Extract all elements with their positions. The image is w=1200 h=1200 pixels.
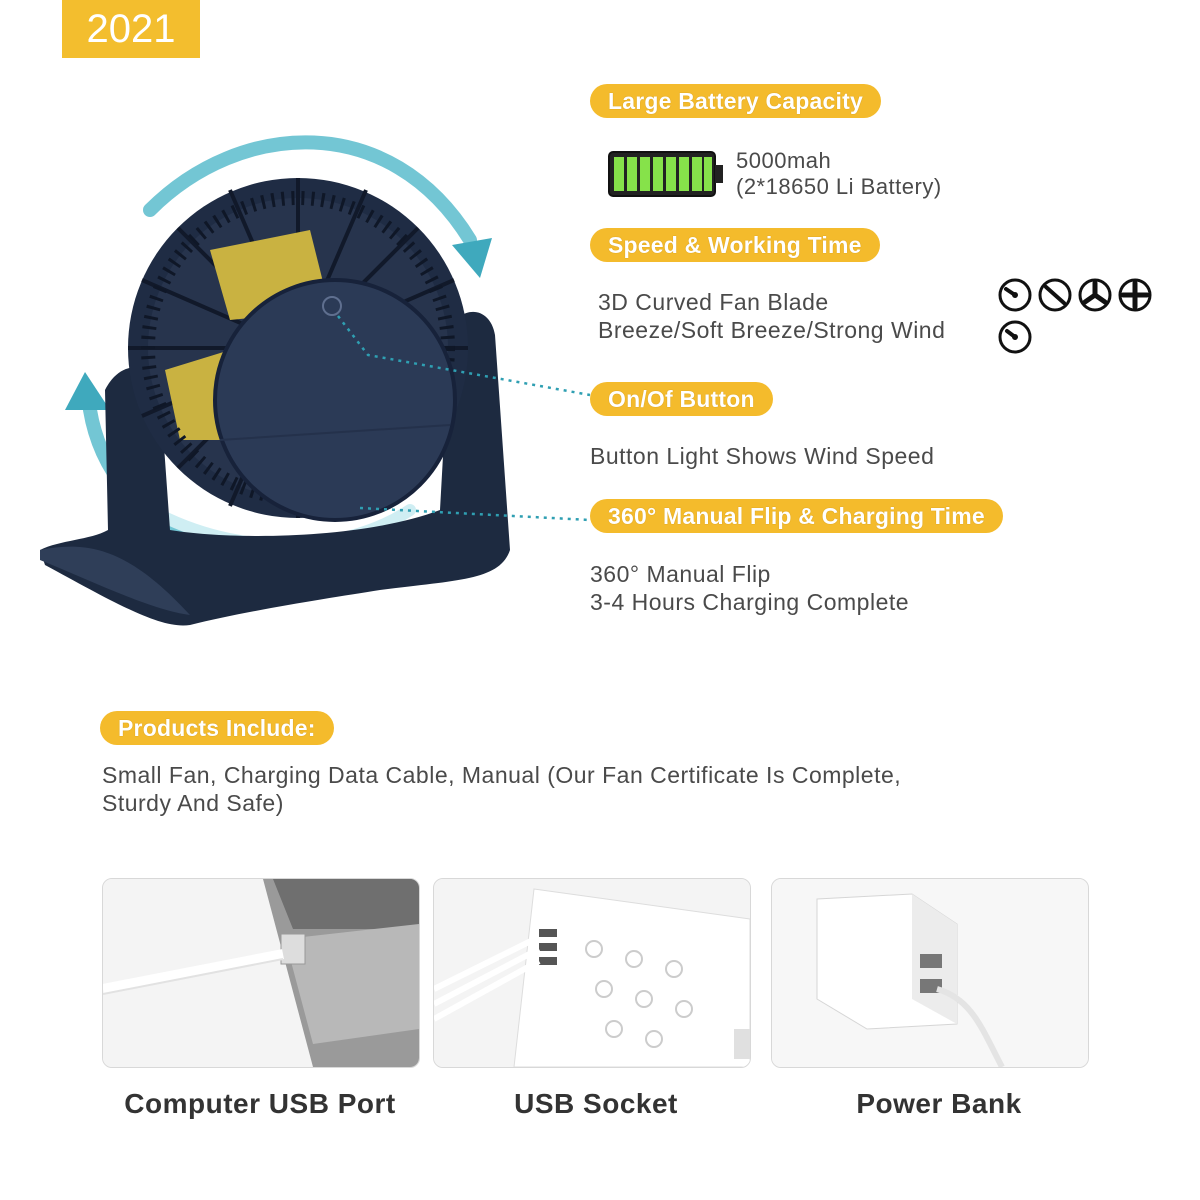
- speed-working-time-heading: Speed & Working Time: [590, 228, 880, 262]
- battery-capacity-value: 5000mah: [736, 148, 832, 173]
- wind-modes-text: Breeze/Soft Breeze/Strong Wind: [598, 317, 946, 343]
- battery-cell-spec: (2*18650 Li Battery): [736, 174, 942, 199]
- manual-flip-text: 360° Manual Flip: [590, 561, 771, 587]
- computer-usb-port-caption: Computer USB Port: [124, 1088, 396, 1119]
- speed-2-icon: [1038, 278, 1072, 312]
- battery-icon: [608, 150, 724, 198]
- power-bank-caption: Power Bank: [856, 1088, 1022, 1119]
- computer-usb-port-image: [102, 878, 420, 1068]
- usb-socket-image: [433, 878, 751, 1068]
- battery-capacity-heading: Large Battery Capacity: [590, 84, 881, 118]
- products-include-heading: Products Include:: [100, 711, 334, 745]
- charging-time-text: 3-4 Hours Charging Complete: [590, 589, 910, 615]
- year-badge: 2021: [62, 0, 200, 58]
- usb-socket-caption: USB Socket: [514, 1088, 678, 1119]
- on-off-button-heading: On/Of Button: [590, 382, 773, 416]
- desk-fan-illustration: [30, 110, 610, 640]
- button-light-text: Button Light Shows Wind Speed: [590, 443, 935, 469]
- products-list-line-2: Sturdy And Safe): [102, 790, 284, 816]
- power-bank-image: [771, 878, 1089, 1068]
- speed-4-icon: [1118, 278, 1152, 312]
- products-list-line-1: Small Fan, Charging Data Cable, Manual (Our Fan Certificate Is Complete,: [102, 762, 902, 788]
- manual-flip-heading: 360° Manual Flip & Charging Time: [590, 499, 1003, 533]
- speed-3-icon: [1078, 278, 1112, 312]
- speed-1-icon: [998, 278, 1032, 312]
- timer-mode-icon: [998, 320, 1032, 354]
- fan-blade-text: 3D Curved Fan Blade: [598, 289, 829, 315]
